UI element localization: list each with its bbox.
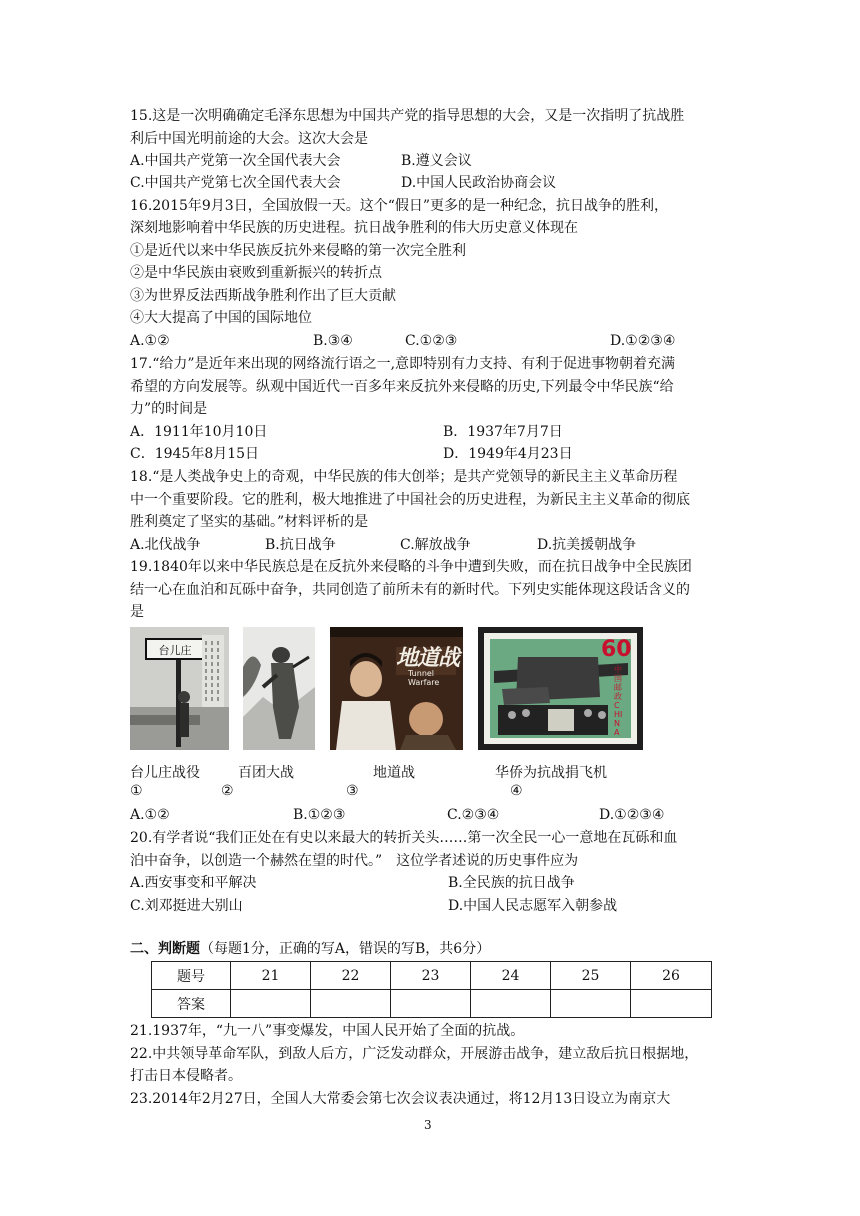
q17-option-a: A．1911年10月10日 [130, 424, 268, 440]
answer-table-header-label: 题号 [152, 962, 231, 990]
q16-option-d: D.①②③④ [610, 333, 676, 349]
q16-stem-line2: 深刻地影响着中华民族的历史进程。抗日战争胜利的伟大历史意义体现在 [130, 220, 578, 236]
q15-option-b: B.遵义会议 [401, 153, 472, 169]
answer-cell-21[interactable] [231, 990, 311, 1018]
q18-stem-line1: 18.“是人类战争史上的奇观，中华民族的伟大创举；是共产党领导的新民主主义革命历程 [130, 469, 678, 485]
hundred-regiments-photo [243, 627, 315, 750]
answer-table-number: 23 [391, 962, 471, 990]
sign-text: 台儿庄 [158, 644, 192, 657]
page-number: 3 [424, 1118, 432, 1132]
q19-option-d: D.①②③④ [599, 807, 665, 823]
tunnel-warfare-poster [330, 627, 463, 750]
q19-stem-line2: 结一心在血泊和瓦砾中奋争，共同创造了前所未有的新时代。下列史实能体现这段话含义的 [130, 582, 690, 598]
answer-cell-22[interactable] [311, 990, 391, 1018]
caption-tunnel-warfare: 地道战 [373, 765, 415, 781]
overseas-chinese-stamp [478, 627, 643, 750]
caption-aircraft-donation: 华侨为抗战捐飞机 [495, 765, 607, 781]
q17-option-b: B．1937年7月7日 [443, 424, 563, 440]
image-number-4: ④ [510, 783, 523, 799]
q19-option-b: B.①②③ [293, 807, 346, 823]
q19-option-c: C.②③④ [447, 807, 500, 823]
section2-title: 二、判断题 [130, 941, 200, 957]
caption-hundred-regiments: 百团大战 [238, 765, 294, 781]
q16-option-b: B.③④ [313, 333, 353, 349]
q16-stem-line1: 16.2015年9月3日，全国放假一天。这个“假日”更多的是一种纪念，抗日战争的胜利， [130, 198, 669, 214]
q16-statement-3: ③为世界反法西斯战争胜利作出了巨大贡献 [130, 288, 396, 304]
q15-option-d: D.中国人民政治协商会议 [401, 175, 557, 191]
q15-stem-line1: 15.这是一次明确确定毛泽东思想为中国共产党的指导思想的大会，又是一次指明了抗战胜 [130, 108, 685, 124]
q21-statement: 21.1937年，“九一八”事变爆发，中国人民开始了全面的抗战。 [130, 1023, 525, 1039]
stamp-country: 中国邮政 CHINA [614, 665, 623, 737]
answer-table-number: 24 [471, 962, 551, 990]
q18-option-d: D.抗美援朝战争 [537, 537, 637, 553]
q19-stem-line1: 19.1840年以来中华民族总是在反抗外来侵略的斗争中遭到失败，而在抗日战争中全民族团 [130, 559, 692, 575]
q16-statement-4: ④大大提高了中国的国际地位 [130, 310, 312, 326]
q18-stem-line3: 胜利奠定了坚实的基础。”材料评析的是 [130, 514, 369, 530]
poster-title: 地道战 [396, 645, 460, 671]
q17-option-d: D．1949年4月23日 [443, 446, 573, 462]
q18-option-c: C.解放战争 [400, 537, 471, 553]
answer-table-number: 26 [631, 962, 712, 990]
q20-option-d: D.中国人民志愿军入朝参战 [448, 898, 618, 914]
q17-stem-line1: 17.“给力”是近年来出现的网络流行语之一,意即特别有力支持、有利于促进事物朝着充满 [130, 356, 676, 372]
q17-stem-line3: 力”的时间是 [130, 401, 208, 417]
q16-statement-2: ②是中华民族由衰败到重新振兴的转折点 [130, 265, 382, 281]
q18-option-a: A.北伐战争 [130, 537, 201, 553]
q16-option-a: A.①② [130, 333, 170, 349]
image-number-3: ③ [346, 783, 359, 799]
q20-option-a: A.西安事变和平解决 [130, 875, 257, 891]
q16-option-c: C.①②③ [405, 333, 458, 349]
poster-subtitle: Tunnel Warfare [408, 669, 440, 687]
image-number-2: ② [221, 783, 234, 799]
q15-option-c: C.中国共产党第七次全国代表大会 [130, 175, 341, 191]
answer-table-number: 22 [311, 962, 391, 990]
answer-cell-24[interactable] [471, 990, 551, 1018]
q19-stem-line3: 是 [130, 604, 144, 620]
taierzhuang-photo [130, 627, 229, 750]
q17-stem-line2: 希望的方向发展等。纵观中国近代一百多年来反抗外来侵略的历史,下列最令中华民族“给 [130, 379, 674, 395]
q15-option-a: A.中国共产党第一次全国代表大会 [130, 153, 341, 169]
caption-taierzhuang: 台儿庄战役 [130, 765, 200, 781]
q22-statement-line2: 打击日本侵略者。 [130, 1068, 242, 1084]
answer-cell-26[interactable] [631, 990, 712, 1018]
section2-note: （每题1分，正确的写A，错误的写B，共6分） [200, 941, 491, 957]
q16-statement-1: ①是近代以来中华民族反抗外来侵略的第一次完全胜利 [130, 243, 466, 259]
q20-option-b: B.全民族的抗日战争 [448, 875, 575, 891]
q17-option-c: C．1945年8月15日 [130, 446, 260, 462]
q18-option-b: B.抗日战争 [265, 537, 336, 553]
answer-cell-23[interactable] [391, 990, 471, 1018]
answer-cell-25[interactable] [551, 990, 631, 1018]
answer-table-answer-row [152, 990, 712, 1018]
q23-statement-line1: 23.2014年2月27日，全国人大常委会第七次会议表决通过，将12月13日设立为南京大 [130, 1091, 671, 1107]
section2-heading [130, 938, 490, 960]
q20-stem-line2: 泊中奋争，以创造一个赫然在望的时代。” 这位学者述说的历史事件应为 [130, 853, 579, 869]
answer-table-number: 21 [231, 962, 311, 990]
answer-table-answer-label: 答案 [152, 990, 231, 1018]
answer-table-number: 25 [551, 962, 631, 990]
q20-option-c: C.刘邓挺进大别山 [130, 898, 243, 914]
answer-table-number-row [152, 962, 712, 990]
image-number-1: ① [130, 783, 143, 799]
stamp-value: 60 [601, 637, 632, 662]
q22-statement-line1: 22.中共领导革命军队，到敌人后方，广泛发动群众，开展游击战争，建立敌后抗日根据地， [130, 1046, 699, 1062]
q19-option-a: A.①② [130, 807, 170, 823]
q18-stem-line2: 中一个重要阶段。它的胜利，极大地推进了中国社会的历史进程，为新民主主义革命的彻底 [130, 492, 690, 508]
q20-stem-line1: 20.有学者说“我们正处在有史以来最大的转折关头……第一次全民一心一意地在瓦砾和血 [130, 830, 678, 846]
q15-stem-line2: 利后中国光明前途的大会。这次大会是 [130, 131, 368, 147]
answer-table [151, 961, 712, 1018]
